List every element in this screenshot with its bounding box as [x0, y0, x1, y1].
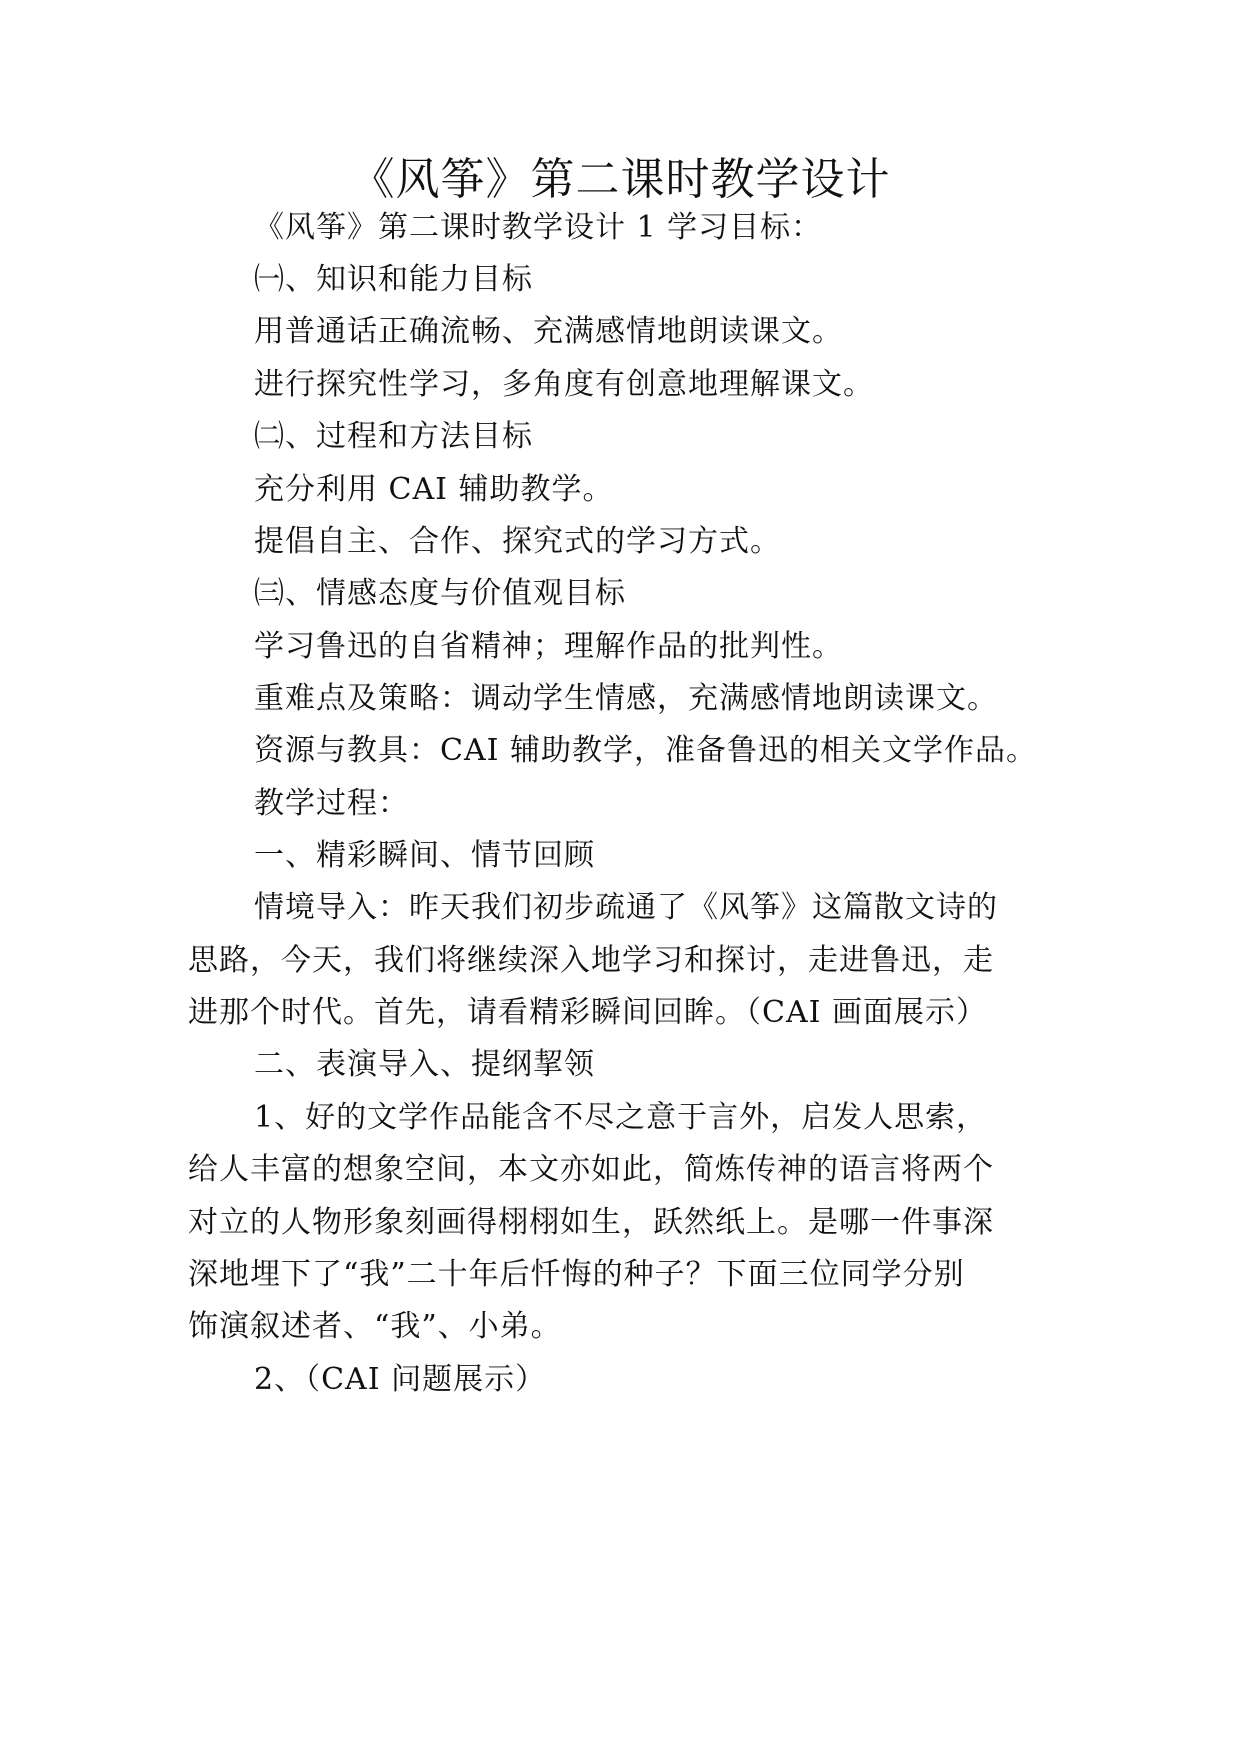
paragraph-line: 学习鲁迅的自省精神；理解作品的批判性。 [254, 629, 843, 664]
paragraph-line: 深地埋下了“我”二十年后忏悔的种子？下面三位同学分别 [188, 1257, 965, 1292]
paragraph-line: 1、好的文学作品能含不尽之意于言外，启发人思索， [254, 1100, 988, 1135]
section-emotion-values: ㈢、情感态度与价值观目标 [254, 576, 626, 611]
paragraph-line: 给人丰富的想象空间，本文亦如此，简炼传神的语言将两个 [188, 1152, 994, 1187]
section-process-method: ㈡、过程和方法目标 [254, 419, 533, 454]
paragraph-line: 进行探究性学习，多角度有创意地理解课文。 [254, 367, 874, 402]
paragraph-line: 用普通话正确流畅、充满感情地朗读课文。 [254, 314, 843, 349]
teaching-process-heading: 教学过程： [254, 786, 409, 821]
step-one-heading: 一、精彩瞬间、情节回顾 [254, 838, 595, 873]
paragraph-line: 进那个时代。首先，请看精彩瞬间回眸。（CAI 画面展示） [188, 995, 988, 1030]
paragraph-line: 情境导入：昨天我们初步疏通了《风筝》这篇散文诗的 [254, 890, 998, 925]
objectives-heading: 《风筝》第二课时教学设计 1 学习目标： [254, 210, 823, 245]
paragraph-line: 对立的人物形象刻画得栩栩如生，跃然纸上。是哪一件事深 [188, 1205, 994, 1240]
step-two-heading: 二、表演导入、提纲挈领 [254, 1047, 595, 1082]
paragraph-line: 饰演叙述者、“我”、小弟。 [188, 1309, 562, 1344]
paragraph-line: 思路，今天，我们将继续深入地学习和探讨，走进鲁迅，走 [188, 943, 994, 978]
resources-line: 资源与教具：CAI 辅助教学，准备鲁迅的相关文学作品。 [254, 733, 1038, 768]
paragraph-line: 充分利用 CAI 辅助教学。 [254, 472, 614, 507]
section-knowledge-ability: ㈠、知识和能力目标 [254, 262, 533, 297]
paragraph-line: 2、（CAI 问题展示） [254, 1362, 547, 1397]
document-title: 《风筝》第二课时教学设计 [350, 154, 891, 205]
paragraph-line: 提倡自主、合作、探究式的学习方式。 [254, 524, 781, 559]
key-points-line: 重难点及策略：调动学生情感，充满感情地朗读课文。 [254, 681, 998, 716]
